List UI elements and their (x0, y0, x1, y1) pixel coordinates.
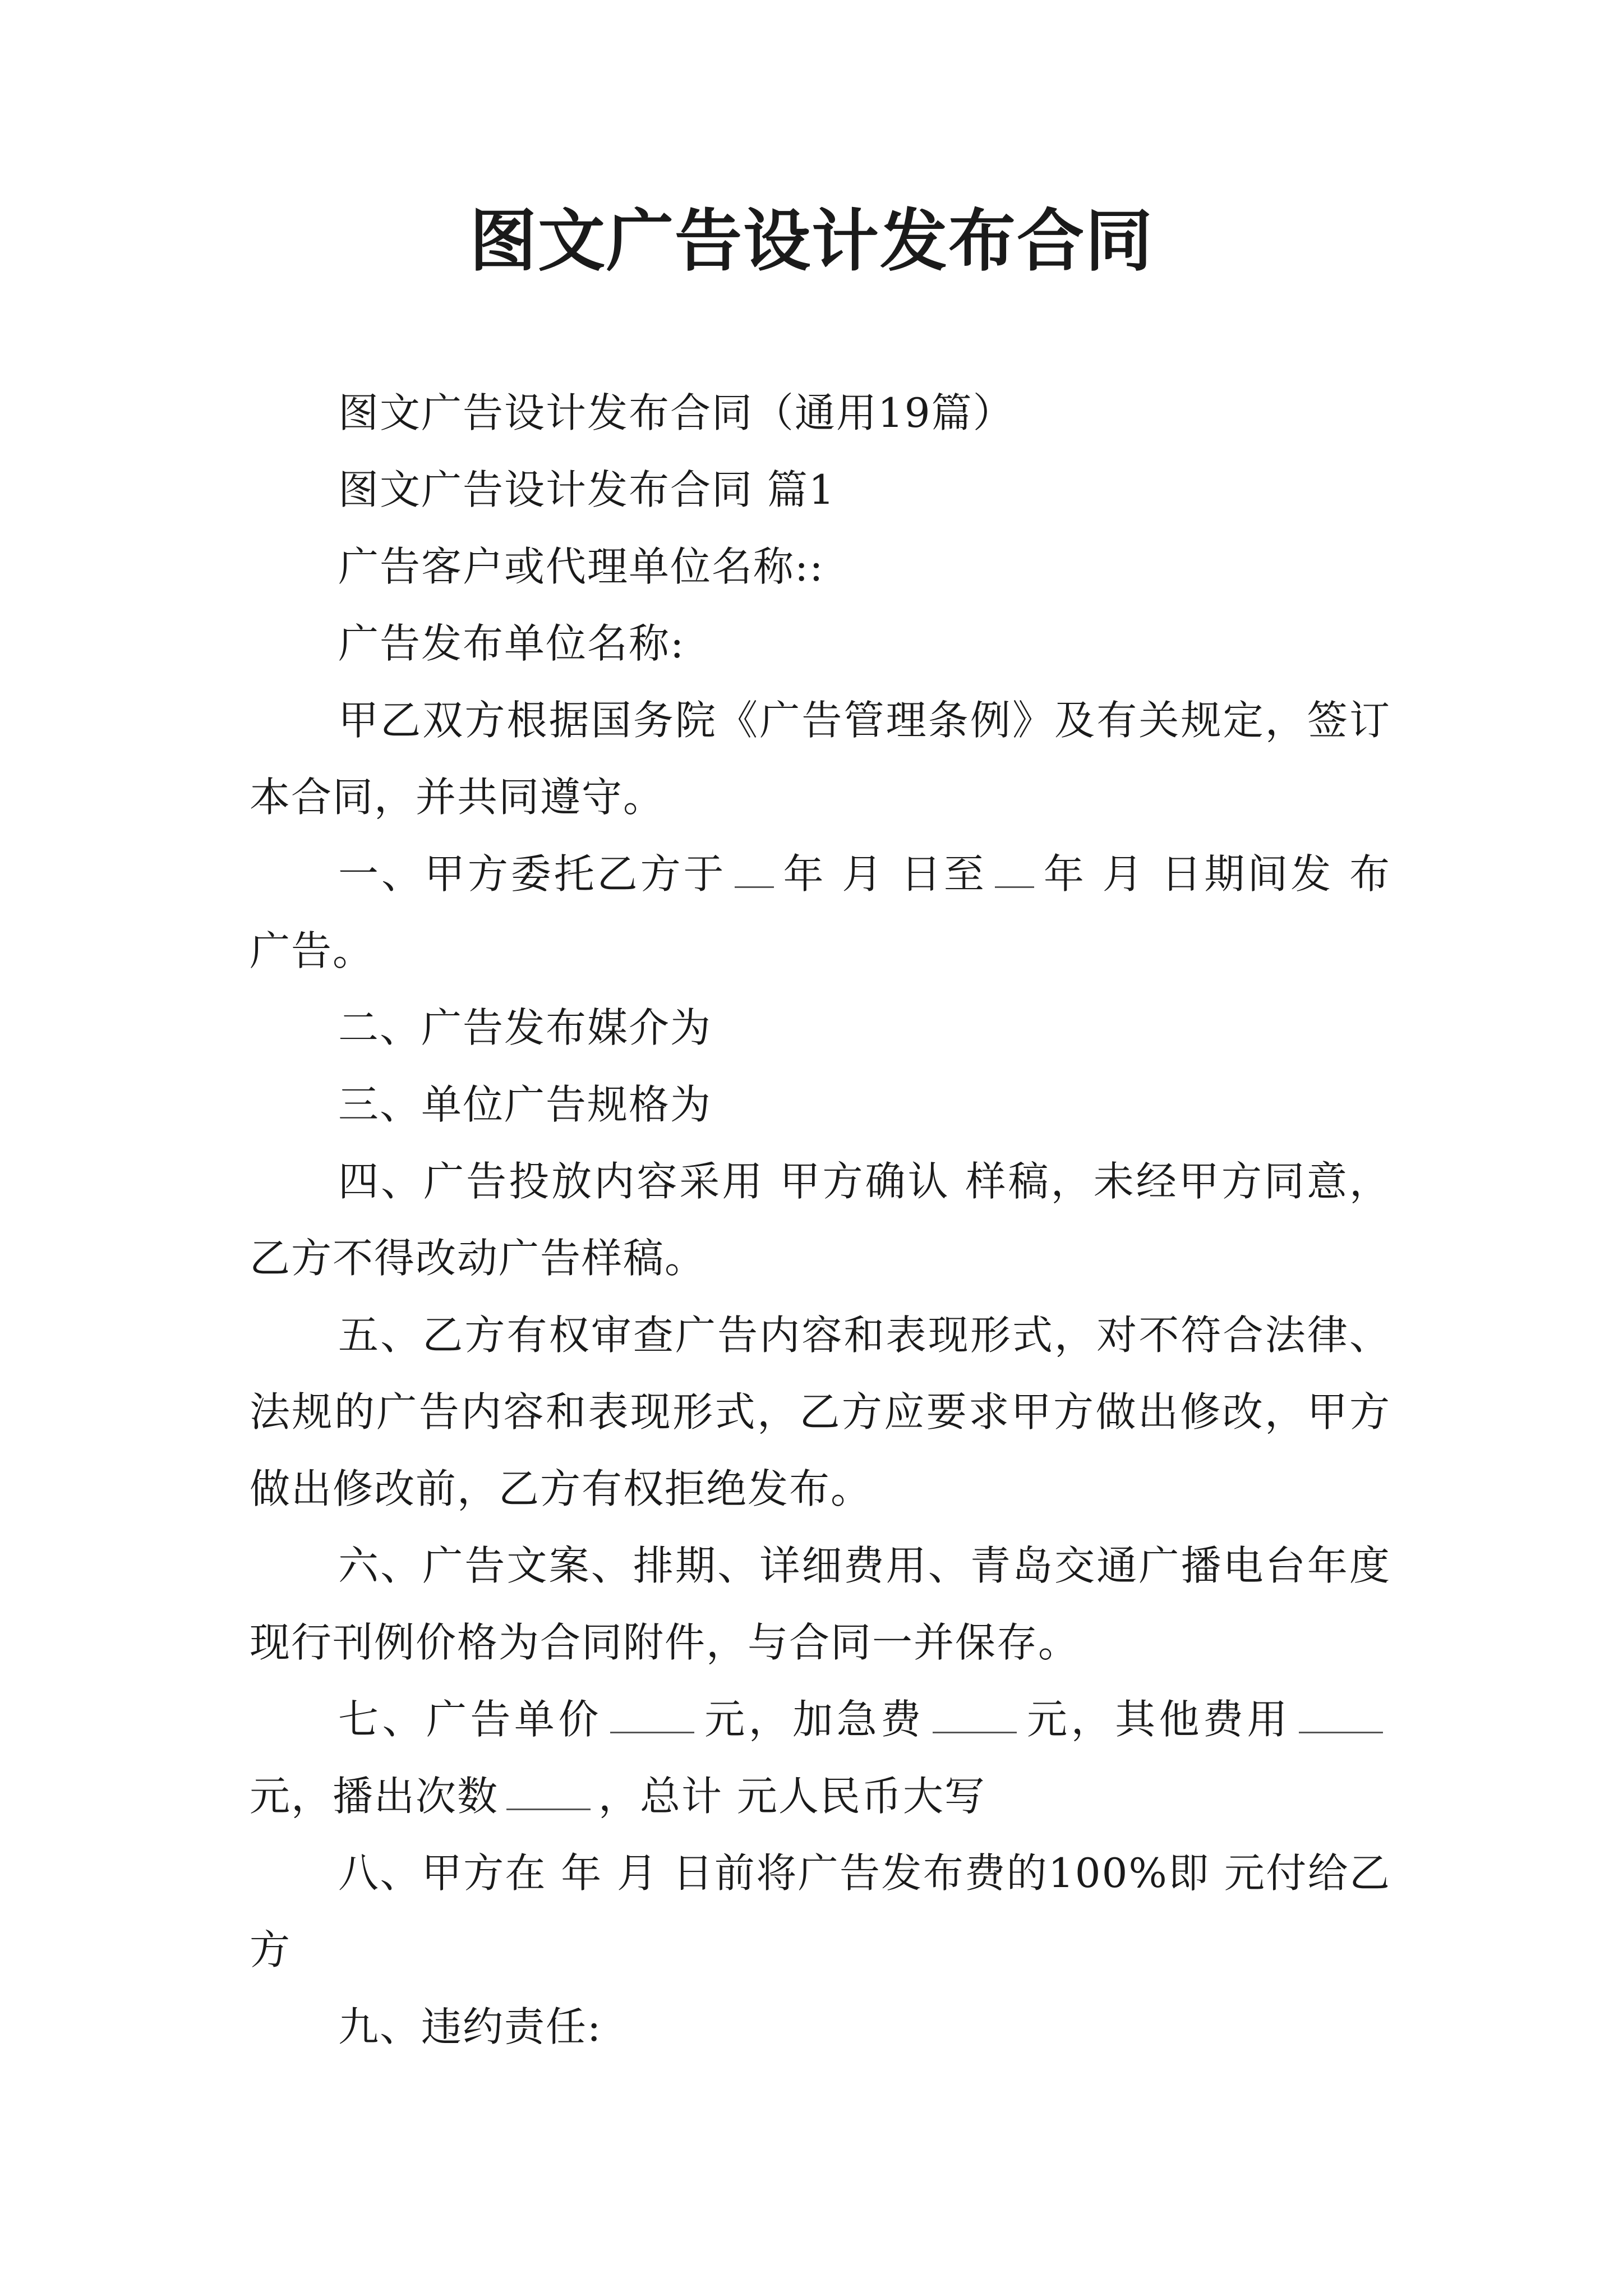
paragraph-clause-1 (250, 836, 1391, 990)
paragraph-section-heading: 图文广告设计发布合同 篇1 (338, 466, 836, 513)
paragraph-clause-2: 二、广告发布媒介为 (338, 1004, 712, 1051)
paragraph-clause-7 (250, 1681, 1391, 1835)
clause-7-part-c: 元，其他费用 (1024, 1696, 1291, 1743)
paragraph-publisher-name: 广告发布单位名称: (338, 620, 685, 667)
paragraph-clause-9: 九、违约责任: (338, 2003, 602, 2050)
paragraph-client-name: 广告客户或代理单位名称:: (338, 543, 824, 590)
clause-7-part-d: 元，播出次数 (250, 1773, 499, 1820)
paragraph-clause-4: 四、广告投放内容采用 甲方确认 样稿，未经甲方同意，乙方不得改动广告样稿。 (250, 1158, 1391, 1282)
clause-7-part-a: 七、广告单价 (338, 1696, 602, 1743)
clause-7-part-b: 元，加急费 (702, 1696, 925, 1743)
paragraph-preamble: 甲乙双方根据国务院《广告管理条例》及有关规定，签订本合同，并共同遵守。 (250, 697, 1391, 821)
paragraph-subtitle: 图文广告设计发布合同（通用19篇） (338, 389, 1015, 436)
clause-1-part-a: 一、甲方委托乙方于 (338, 850, 727, 898)
clause-7-part-e: ，总计 元人民币大写 (598, 1773, 986, 1820)
clause-1-part-b: 年 月 日至 (781, 850, 987, 898)
paragraph-clause-5: 五、乙方有权审查广告内容和表现形式，对不符合法律、法规的广告内容和表现形式，乙方应要求甲方做出修改，甲方做出修改前，乙方有权拒绝发布。 (250, 1312, 1391, 1512)
blank-field (610, 1698, 694, 1733)
blank-field (995, 853, 1034, 888)
blank-field (1299, 1698, 1383, 1733)
blank-field (933, 1698, 1017, 1733)
clause-1-part-c: 年 月 日期间发 布 广告。 (250, 850, 1391, 974)
paragraph-clause-3: 三、单位广告规格为 (338, 1081, 712, 1128)
paragraph-clause-8: 八、甲方在 年 月 日前将广告发布费的100%即 元付给乙方 (250, 1849, 1391, 1973)
document-body (250, 375, 1391, 2065)
blank-field (735, 853, 774, 888)
blank-field (506, 1775, 591, 1810)
paragraph-clause-6: 六、广告文案、排期、详细费用、青岛交通广播电台年度现行刊例价格为合同附件，与合同一并保存。 (250, 1542, 1391, 1666)
document-title: 图文广告设计发布合同 (469, 201, 1154, 280)
